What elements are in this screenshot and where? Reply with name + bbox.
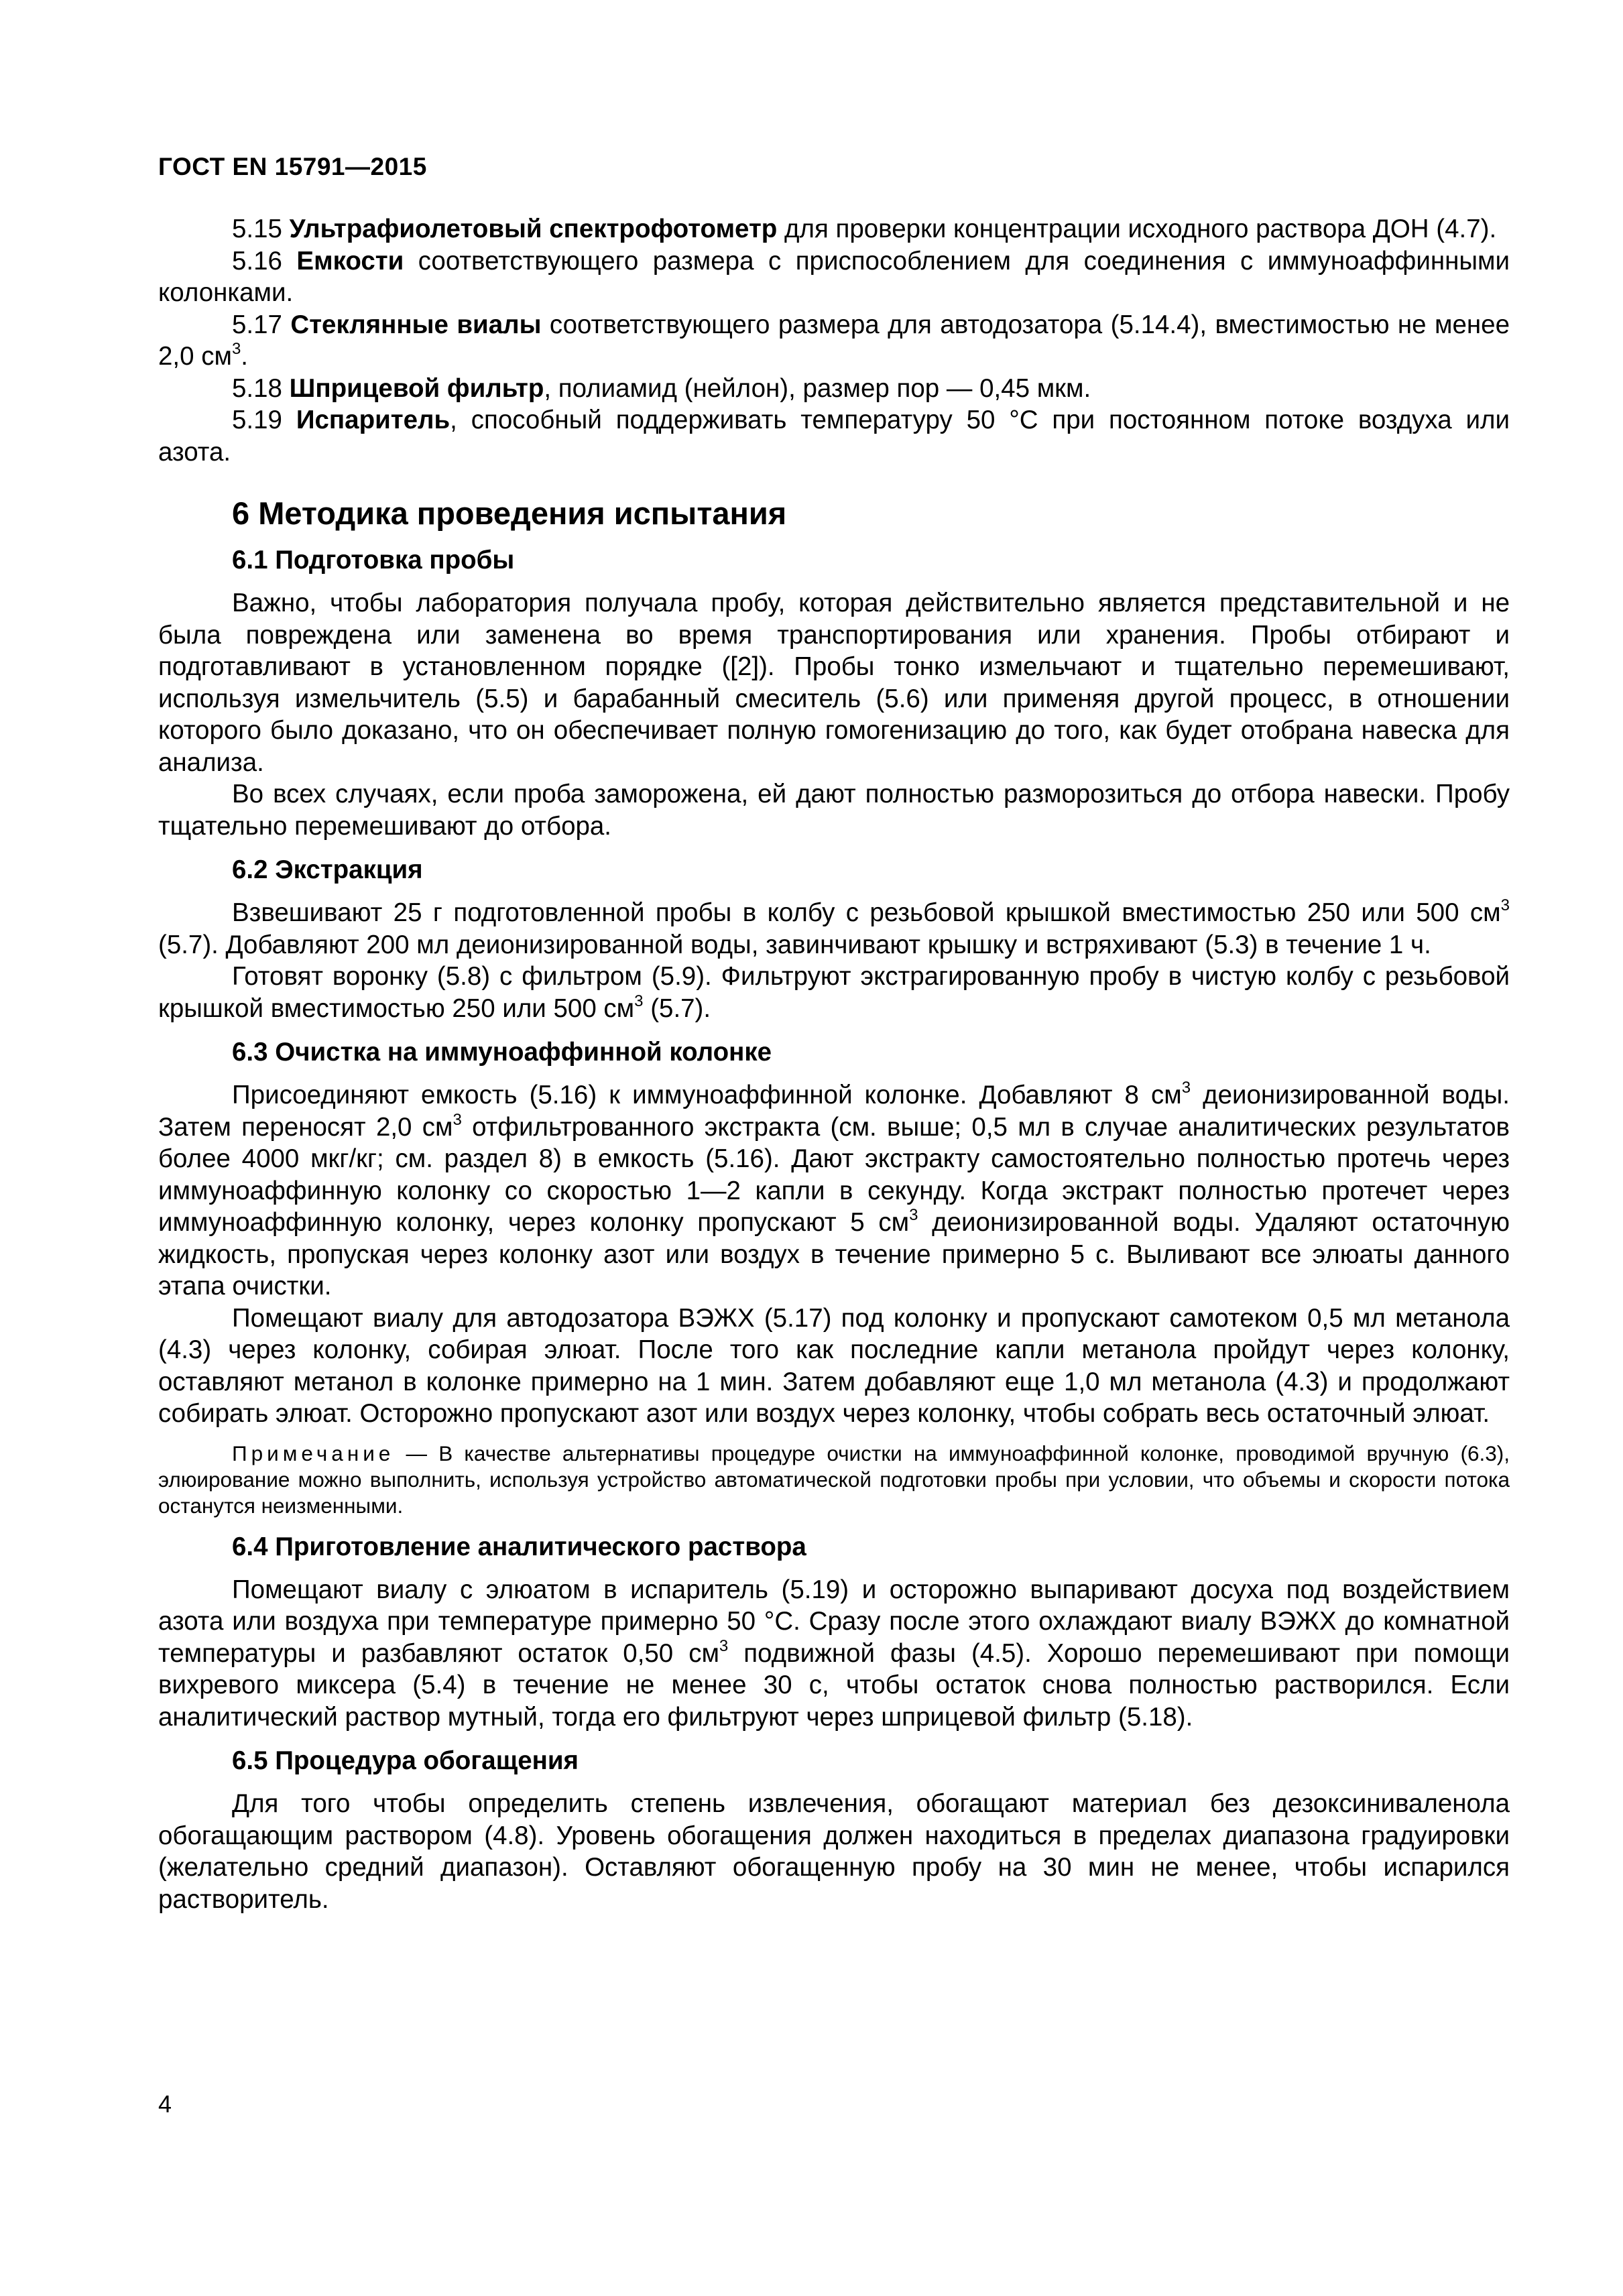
note-label: Примечание [232,1441,395,1465]
item-term: Стеклянные виалы [290,310,542,339]
item-term: Емкости [296,246,404,276]
page-number: 4 [158,2090,172,2118]
item-5-18 [158,373,1510,405]
section-6-5-paragraph-1: Для того чтобы определить степень извлечения, обогащают материал без дезоксиниваленола обогащающим раствором (4.8). Уровень обогащения должен находиться в пределах диапазона градуировки (желательно средний диапазон). Оставляют обогащенную пробу на 30 мин не менее, чтобы испарился растворитель. [158,1789,1510,1914]
section-6-1-paragraph-1: Важно, чтобы лаборатория получала пробу, которая действительно является представительной и не была повреждена или заменена во время транспортирования или хранения. Пробы отбирают и подготавливают в установленном порядке ([2]). Пробы тонко измельчают и тщательно перемешивают, используя измельчитель (5.5) и барабанный смеситель (5.6) или применяя другой процесс, в отношении которого было доказано, что он обеспечивает полную гомогенизацию до того, как будет отобрана навеска для анализа. [158,589,1510,777]
superscript: 3 [231,340,241,358]
document-header: ГОСТ EN 15791—2015 [158,153,427,180]
section-6-2-heading: 6.2 Экстракция [232,855,423,884]
section-6-4-paragraph-1 [158,1574,1510,1734]
document-body [158,213,1510,1915]
section-6-4-heading: 6.4 Приготовление аналитического раствора [232,1532,806,1561]
item-text: , способный поддерживать температуру 50 °С при постоянном потоке воздуха или азота. [158,406,1510,467]
text-run: деионизированной воды. Затем переносят 2,0 см [158,1081,1510,1142]
item-5-19 [158,404,1510,468]
item-text: соответствующего размера для автодозатора (5.14.4), вместимостью не менее 2,0 см [158,310,1510,371]
item-text: , полиамид (нейлон), размер пор — 0,45 мкм. [544,373,1091,403]
section-6-5-heading: 6.5 Процедура обогащения [232,1746,579,1775]
superscript: 3 [1181,1079,1191,1097]
superscript: 3 [1500,896,1510,914]
superscript: 3 [719,1636,729,1655]
text-run: (5.7). Добавляют 200 мл деионизированной воды, завинчивают крышку и встряхивают (5.3) в течение 1 ч. [158,930,1431,959]
section-6-1-paragraph-2: Во всех случаях, если проба заморожена, ей дают полностью разморозиться до отбора навески. Пробу тщательно перемешивают до отбора. [158,780,1510,841]
text-run: Готовят воронку (5.8) с фильтром (5.9). Фильтруют экстрагированную пробу в чистую колбу с резьбовой крышкой вместимостью 250 или 500 см [158,962,1510,1023]
item-number: 5.17 [232,310,291,339]
text-run: (5.7). [643,993,711,1023]
text-run: Взвешивают 25 г подготовленной пробы в колбу с резьбовой крышкой вместимостью 250 или 500 см [232,898,1501,927]
item-5-16 [158,245,1510,309]
item-text: для проверки концентрации исходного раствора ДОН (4.7). [777,215,1497,243]
item-number: 5.18 [232,373,290,403]
item-5-15 [158,213,1510,245]
text-run: деионизированной воды. Удаляют остаточную жидкость, пропуская через колонку азот или воздух в течение примерно 5 с. Выливают все элюаты данного этапа очистки. [158,1208,1510,1301]
section-6-3-note [158,1441,1510,1519]
section-6-1-heading: 6.1 Подготовка пробы [232,546,515,575]
section-6-3-paragraph-2: Помещают виалу для автодозатора ВЭЖХ (5.17) под колонку и пропускают самотеком 0,5 мл метанола (4.3) через колонку, собирая элюат. После того как последние капли метанола пройдут через колонку, оставляют метанол в колонке примерно на 1 мин. Затем добавляют еще 1,0 мл метанола (4.3) и продолжают собирать элюат. Осторожно пропускают азот или воздух через колонку, чтобы собрать весь остаточный элюат. [158,1303,1510,1428]
section-6-3-paragraph-1 [158,1079,1510,1303]
text-run: Присоединяют емкость (5.16) к иммуноаффинной колонке. Добавляют 8 см [232,1081,1182,1109]
item-number: 5.16 [232,246,297,276]
text-run: подвижной фазы (4.5). Хорошо перемешивают при помощи вихревого миксера (5.4) в течение не менее 30 с, чтобы остаток снова полностью растворился. Если аналитический раствор мутный, тогда его фильтруют через шприцевой фильтр (5.18). [158,1638,1510,1732]
item-term: Шприцевой фильтр [289,373,544,403]
section-6-2-paragraph-1 [158,897,1510,961]
item-number: 5.19 [232,406,296,434]
item-5-17 [158,309,1510,373]
superscript: 3 [634,991,644,1010]
text-run: отфильтрованного экстракта (см. выше; 0,5 мл в случае аналитических результатов более 4000 мкг/кг; см. раздел 8) в емкость (5.16). Дают экстракту самостоятельно полностью протечь через иммуноаффинную колонку со скоростью 1—2 капли в секунду. Когда экстракт полностью протечет через иммуноаффинную колонку, через колонку пропускают 5 см [158,1112,1510,1237]
item-term: Испаритель [296,406,450,434]
section-6-3-heading: 6.3 Очистка на иммуноаффинной колонке [232,1038,772,1067]
section-6-2-paragraph-2 [158,961,1510,1024]
item-text: соответствующего размера с приспособлением для соединения с иммуноаффинными колонками. [158,246,1510,307]
item-term: Ультрафиолетовый спектрофотометр [289,215,778,243]
text-run: Помещают виалу с элюатом в испаритель (5.19) и осторожно выпаривают досуха под воздействием азота или воздуха при температуре примерно 50 °С. Сразу после этого охлаждают виалу ВЭЖХ до комнатной температуры и разбавляют остаток 0,50 см [158,1575,1510,1668]
item-number: 5.15 [232,215,290,243]
note-text: — В качестве альтернативы процедуре очистки на иммуноаффинной колонке, проводимой вручную (6.3), элюирование можно выполнить, используя устройство автоматической подготовки пробы при условии, что объемы и скорости потока останутся неизменными. [158,1441,1510,1518]
superscript: 3 [453,1110,462,1129]
section-6-heading: 6 Методика проведения испытания [232,495,787,531]
item-text-end: . [241,342,248,371]
superscript: 3 [909,1206,918,1224]
